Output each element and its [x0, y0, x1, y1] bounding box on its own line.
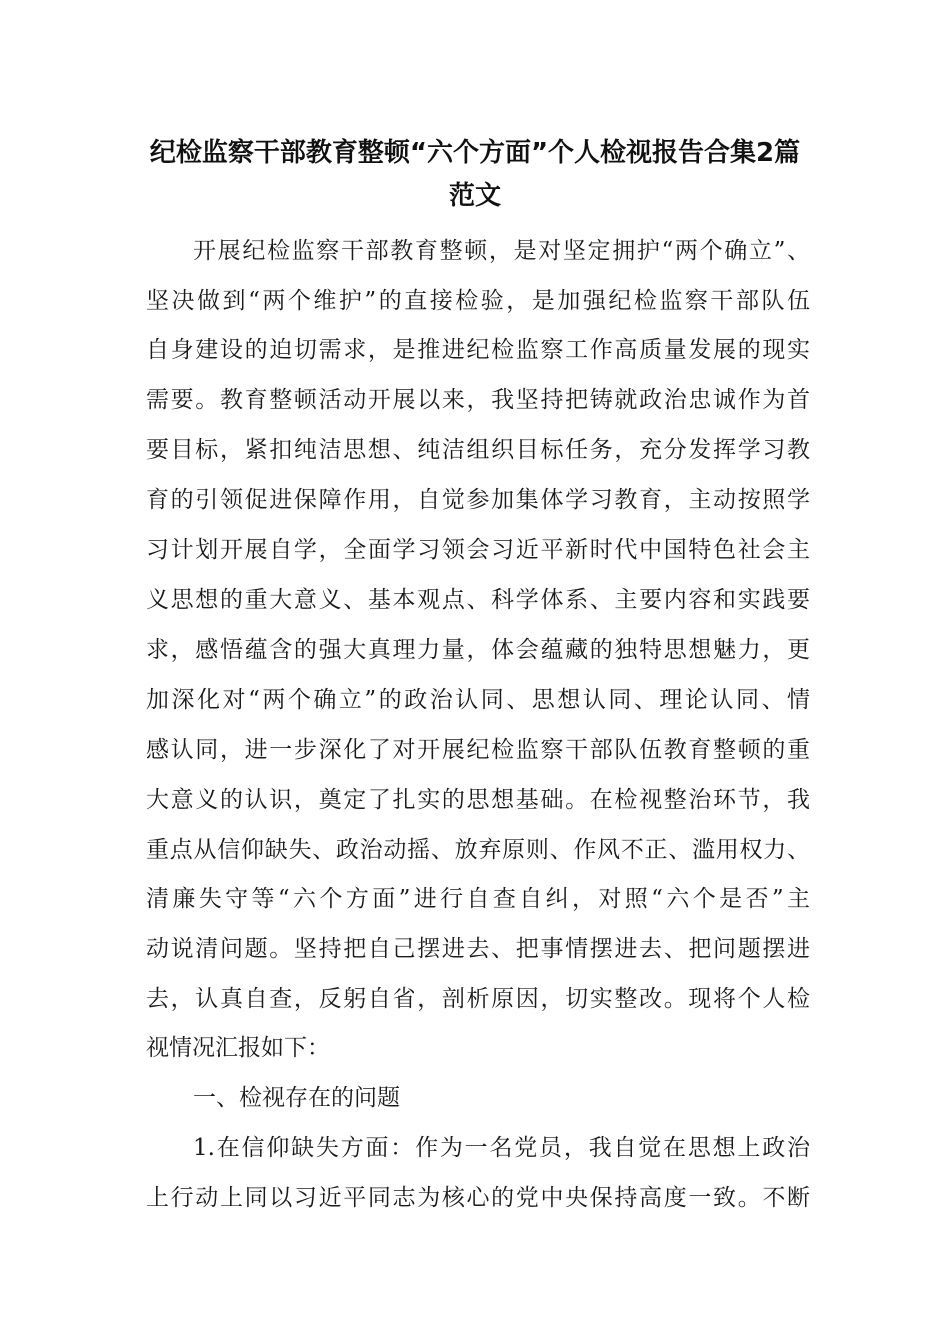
paragraph-line: 义思想的重大意义、基本观点、科学体系、主要内容和实践要: [146, 587, 810, 613]
document-title-line-2: 范文: [448, 181, 501, 211]
paragraph-line: 1.在信仰缺失方面：作为一名党员，我自觉在思想上政治: [193, 1135, 810, 1161]
paragraph-line: 坚决做到“两个维护”的直接检验，是加强纪检监察干部队伍: [146, 288, 810, 314]
paragraph-line: 加深化对“两个确立”的政治认同、思想认同、理论认同、情: [146, 687, 810, 713]
paragraph-line: 重点从信仰缺失、政治动摇、放弃原则、作风不正、滥用权力、: [146, 837, 810, 863]
paragraph-line: 自身建设的迫切需求，是推进纪检监察工作高质量发展的现实: [146, 337, 810, 363]
paragraph-line: 需要。教育整顿活动开展以来，我坚持把铸就政治忠诚作为首: [146, 387, 810, 413]
paragraph-line: 感认同，进一步深化了对开展纪检监察干部队伍教育整顿的重: [146, 737, 810, 763]
paragraph-line: 要目标，紧扣纯洁思想、纯洁组织目标任务，充分发挥学习教: [146, 437, 810, 463]
paragraph-line: 视情况汇报如下：: [146, 1035, 330, 1061]
paragraph-line: 习计划开展自学，全面学习领会习近平新时代中国特色社会主: [146, 537, 810, 563]
paragraph-line: 清廉失守等“六个方面”进行自查自纠，对照“六个是否”主: [146, 886, 810, 912]
paragraph-line: 育的引领促进保障作用，自觉参加集体学习教育，主动按照学: [146, 487, 810, 513]
document-title-line-1: 纪检监察干部教育整顿“六个方面”个人检视报告合集2篇: [149, 138, 801, 168]
paragraph-line: 去，认真自查，反躬自省，剖析原因，切实整改。现将个人检: [146, 986, 810, 1012]
paragraph-line: 求，感悟蕴含的强大真理力量，体会蕴藏的独特思想魅力，更: [146, 637, 810, 663]
paragraph-line: 大意义的认识，奠定了扎实的思想基础。在检视整治环节，我: [146, 787, 810, 813]
section-heading: 一、检视存在的问题: [193, 1085, 400, 1111]
paragraph-line: 动说清问题。坚持把自己摆进去、把事情摆进去、把问题摆进: [146, 936, 810, 962]
paragraph-line: 上行动上同以习近平同志为核心的党中央保持高度一致。不断: [146, 1185, 810, 1211]
paragraph-line: 开展纪检监察干部教育整顿，是对坚定拥护“两个确立”、: [193, 238, 810, 264]
